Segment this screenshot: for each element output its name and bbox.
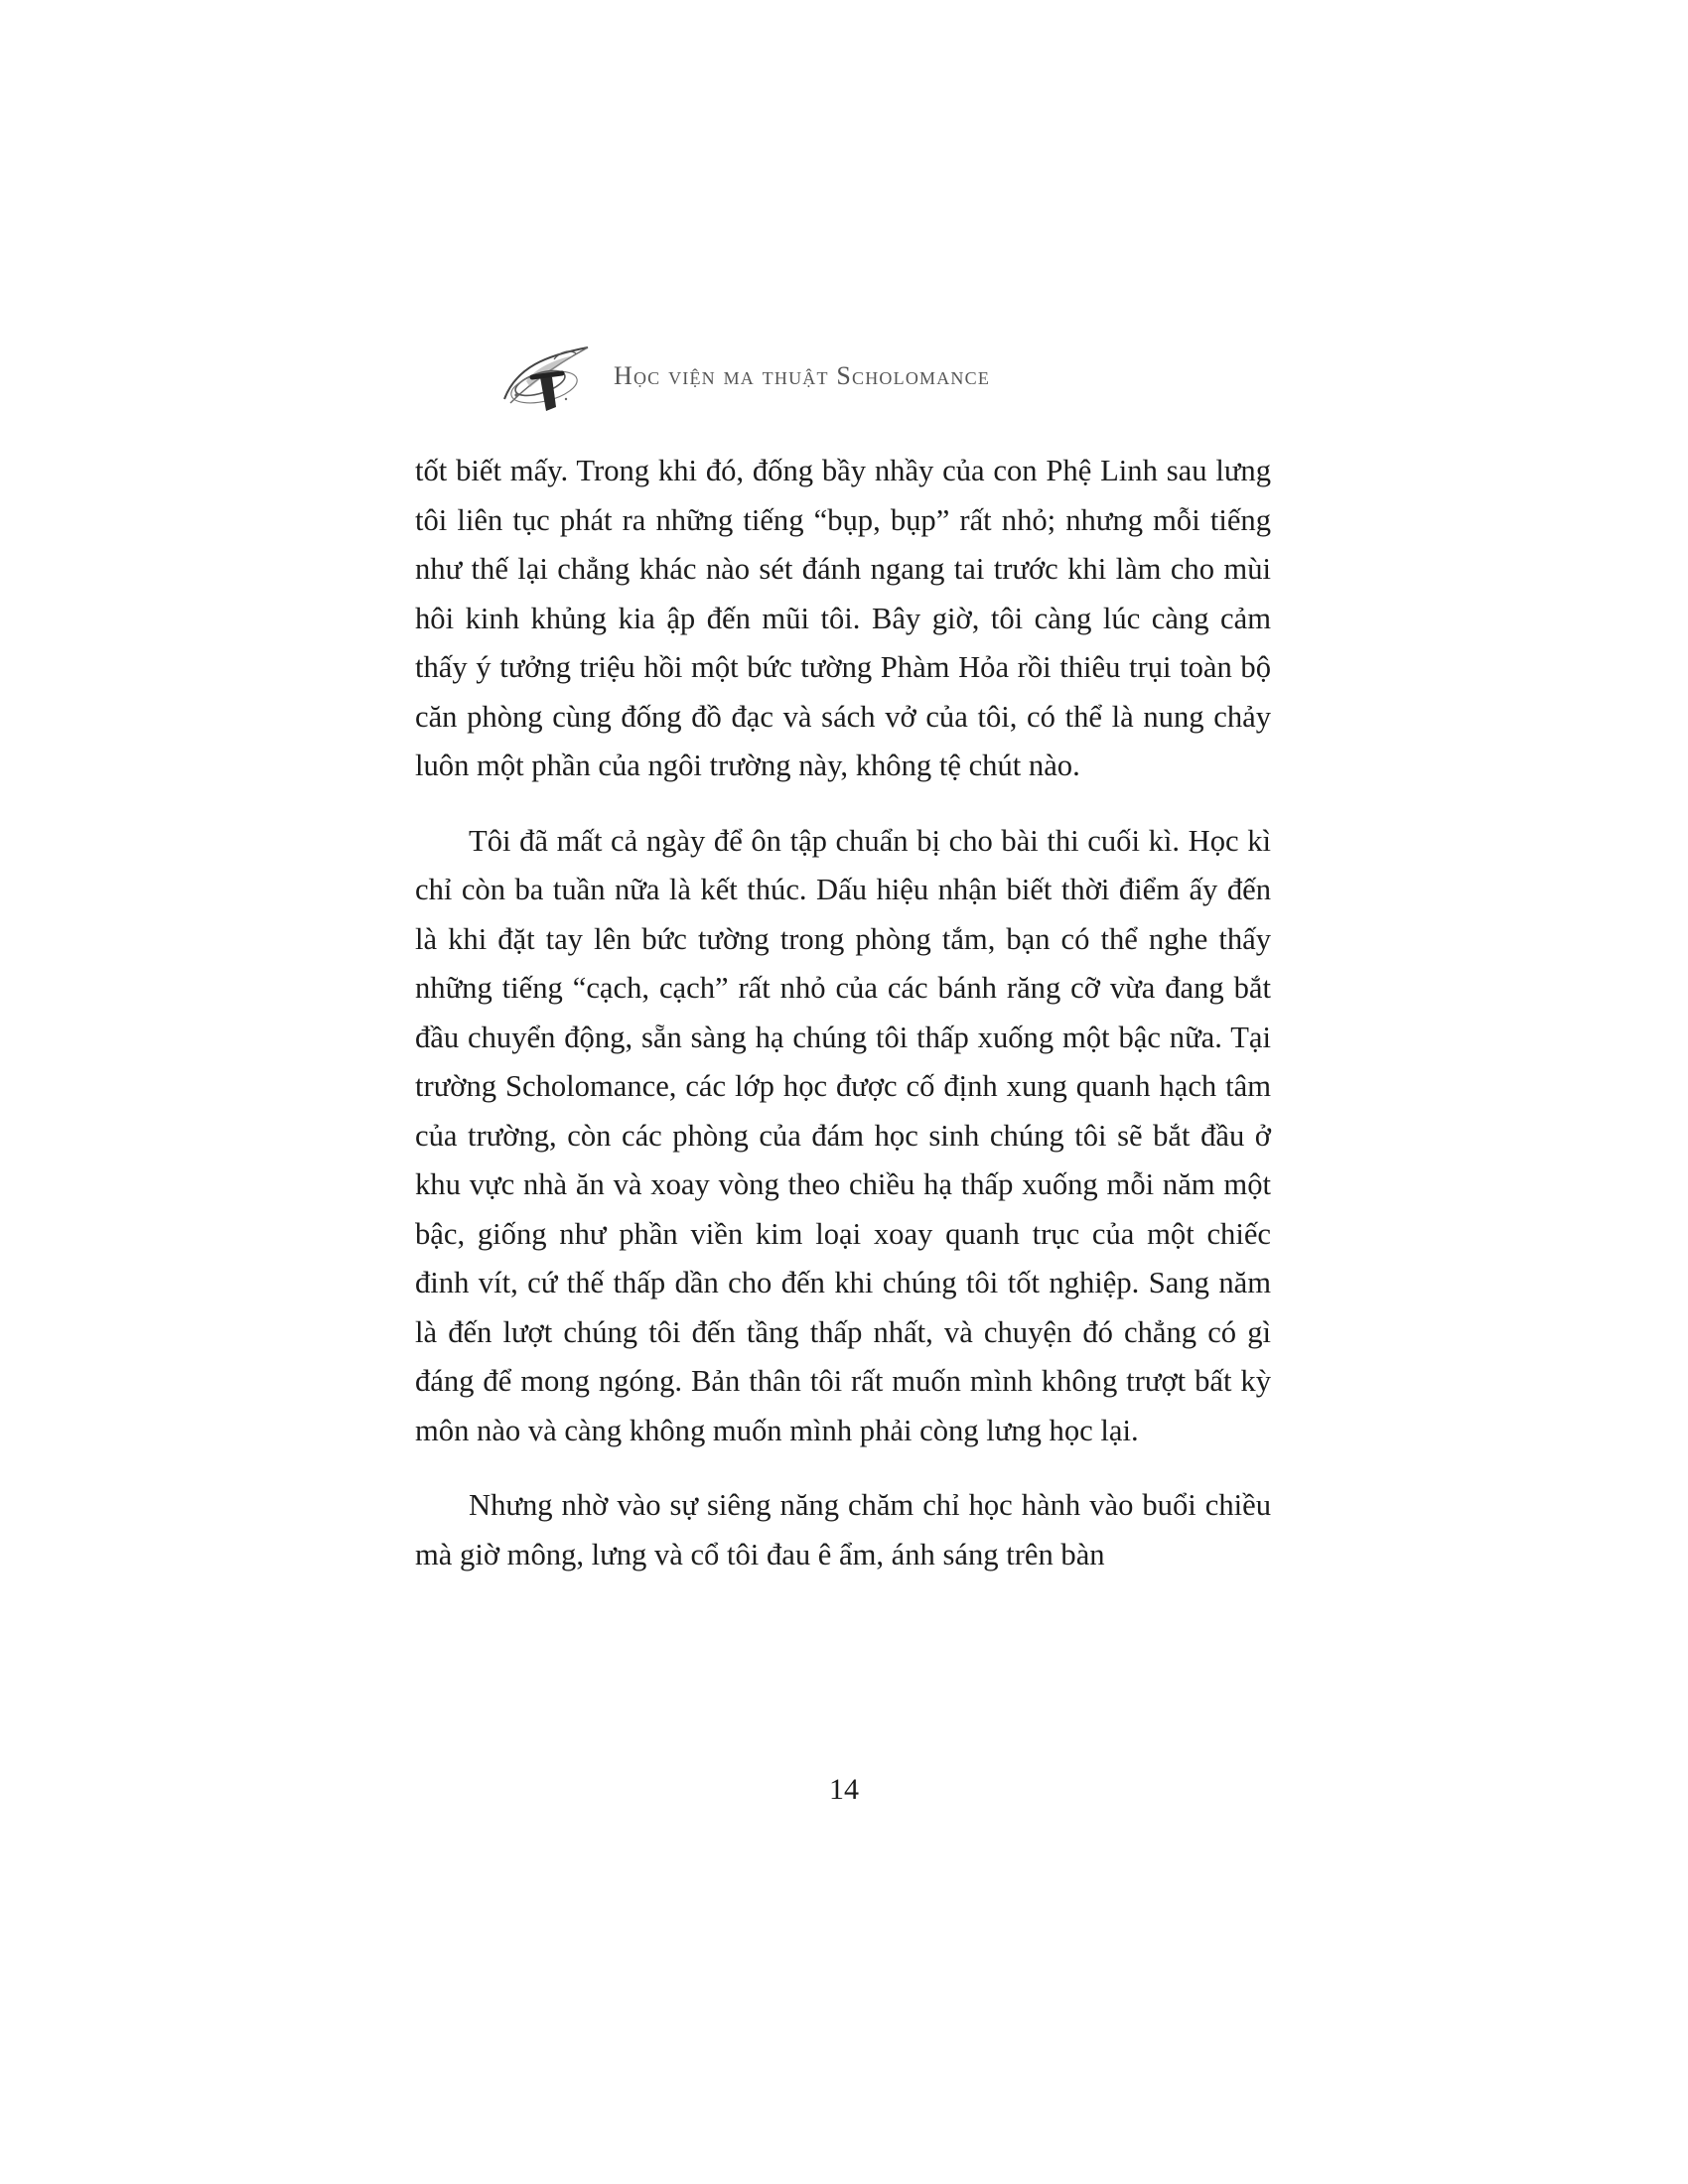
page-number: 14 xyxy=(829,1773,859,1806)
running-header xyxy=(496,338,1192,417)
paragraph-3: Nhưng nhờ vào sự siêng năng chăm chỉ học hành vào buổi chiều mà giờ mông, lưng và cổ tôi đau ê ẩm, ánh sáng trên bàn xyxy=(415,1488,1271,1571)
body-text xyxy=(415,447,1271,1605)
quill-ornament-icon xyxy=(496,338,606,417)
paragraph-1: tốt biết mấy. Trong khi đó, đống bầy nhầy của con Phệ Linh sau lưng tôi liên tục phát ra những tiếng “bụp, bụp” rất nhỏ; nhưng mỗi tiếng như thế lại chẳng khác nào sét đánh ngang tai trước khi làm cho mùi hôi kinh khủng kia ập đến mũi tôi. Bây giờ, tôi càng lúc càng cảm thấy ý tưởng triệu hồi một bức tường Phàm Hỏa rồi thiêu trụi toàn bộ căn phòng cùng đống đồ đạc và sách vở của tôi, có thể là nung chảy luôn một phần của ngôi trường này, không tệ chút nào. xyxy=(415,454,1271,782)
paragraph-2: Tôi đã mất cả ngày để ôn tập chuẩn bị cho bài thi cuối kì. Học kì chỉ còn ba tuần nữa là kết thúc. Dấu hiệu nhận biết thời điểm ấy đến là khi đặt tay lên bức tường trong phòng tắm, bạn có thể nghe thấy những tiếng “cạch, cạch” rất nhỏ của các bánh răng cỡ vừa đang bắt đầu chuyển động, sẵn sàng hạ chúng tôi thấp xuống một bậc nữa. Tại trường Scholomance, các lớp học được cố định xung quanh hạch tâm của trường, còn các phòng của đám học sinh chúng tôi sẽ bắt đầu ở khu vực nhà ăn và xoay vòng theo chiều hạ thấp xuống mỗi năm một bậc, giống như phần viền kim loại xoay quanh trục của một chiếc đinh vít, cứ thế thấp dần cho đến khi chúng tôi tốt nghiệp. Sang năm là đến lượt chúng tôi đến tầng thấp nhất, và chuyện đó chẳng có gì đáng để mong ngóng. Bản thân tôi rất muốn mình không trượt bất kỳ môn nào và càng không muốn mình phải còng lưng học lại. xyxy=(415,823,1271,1447)
running-header-title: Học viện ma thuật Scholomance xyxy=(614,361,991,390)
